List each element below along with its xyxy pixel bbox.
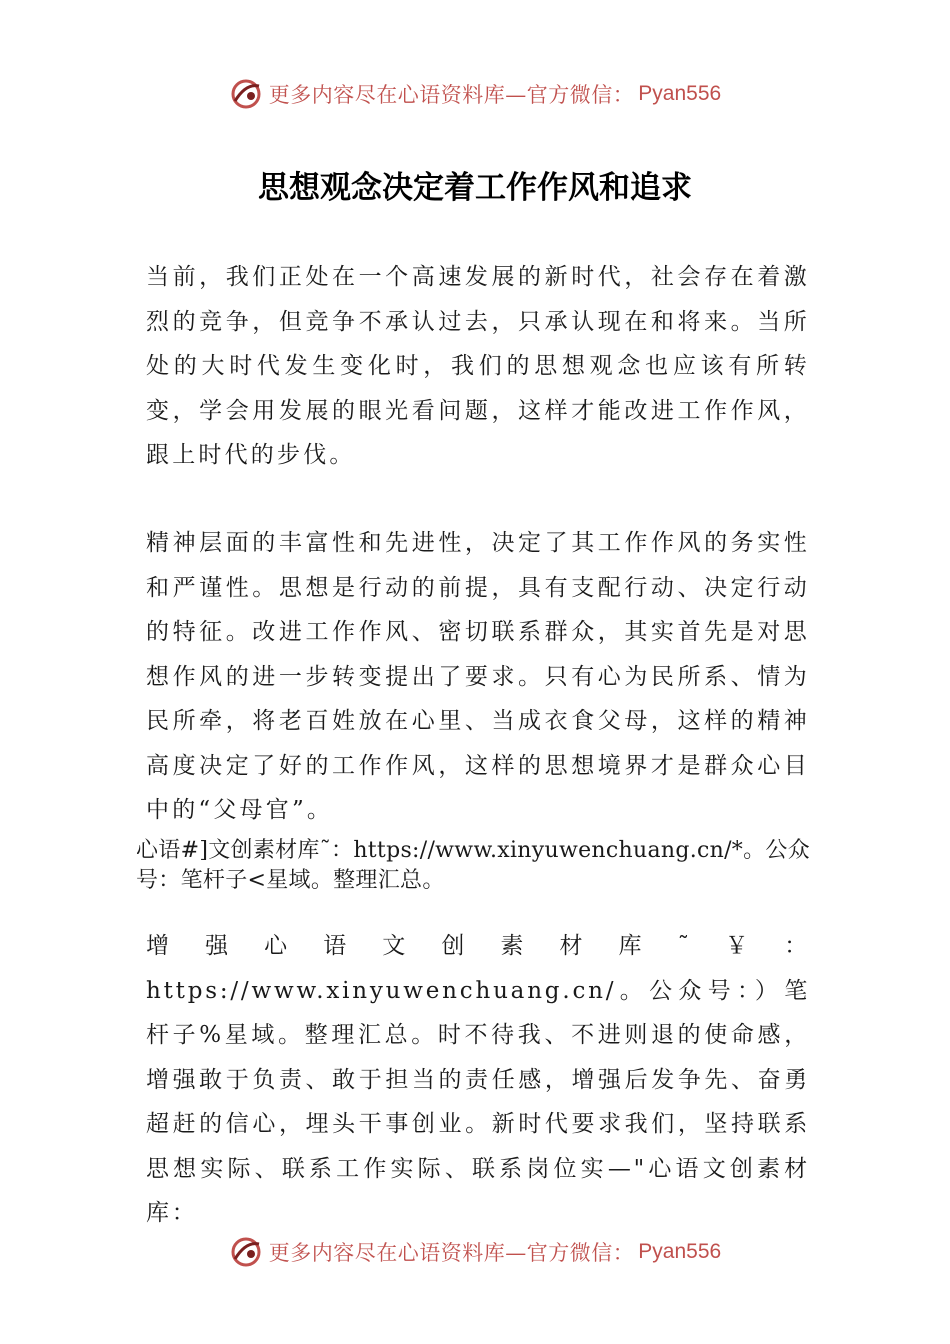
brand-logo-icon [229,77,263,111]
page-title: 思想观念决定着工作作风和追求 [258,170,692,206]
paragraph-3: 心语#]文创素材库˜：https://www.xinyuwenchuang.cn/*。公众号：笔杆子<星域。整理汇总。 [136,838,811,893]
paragraph-4: 增强心语文创素材库˜￥：https://www.xinyuwenchuang.cn/。公众号：）笔杆子%星域。整理汇总。时不待我、不进则退的使命感，增强敢于负责、敢于担当的责任感，增强后发争先、奋勇超赶的信心，埋头干事创业。新时代要求我们，坚持联系思想实际、联系工作实际、联系岗位实—"心语文创素材库： [146,933,810,1226]
header-banner [0,72,950,116]
footer-wechat-id: Pyan556 [638,1240,722,1263]
brand-logo-icon [229,1235,263,1269]
paragraph-1: 当前，我们正处在一个高速发展的新时代，社会存在着激烈的竞争，但竞争不承认过去，只承认现在和将来。当所处的大时代发生变化时，我们的思想观念也应该有所转变，学会用发展的眼光看问题，这样才能改进工作作风，跟上时代的步伐。 [146,264,810,468]
paragraph-2: 精神层面的丰富性和先进性，决定了其工作作风的务实性和严谨性。思想是行动的前提，具有支配行动、决定行动的特征。改进工作作风、密切联系群众，其实首先是对思想作风的进一步转变提出了要求。只有心为民所系、情为民所牵，将老百姓放在心里、当成衣食父母，这样的精神高度决定了好的工作作风，这样的思想境界才是群众心目中的“父母官”。 [146,530,810,823]
footer-banner [0,1230,950,1274]
header-wechat-id: Pyan556 [638,82,722,105]
footer-banner-text: 更多内容尽在心语资料库—官方微信： [268,1241,635,1265]
header-banner-text: 更多内容尽在心语资料库—官方微信： [268,83,635,107]
